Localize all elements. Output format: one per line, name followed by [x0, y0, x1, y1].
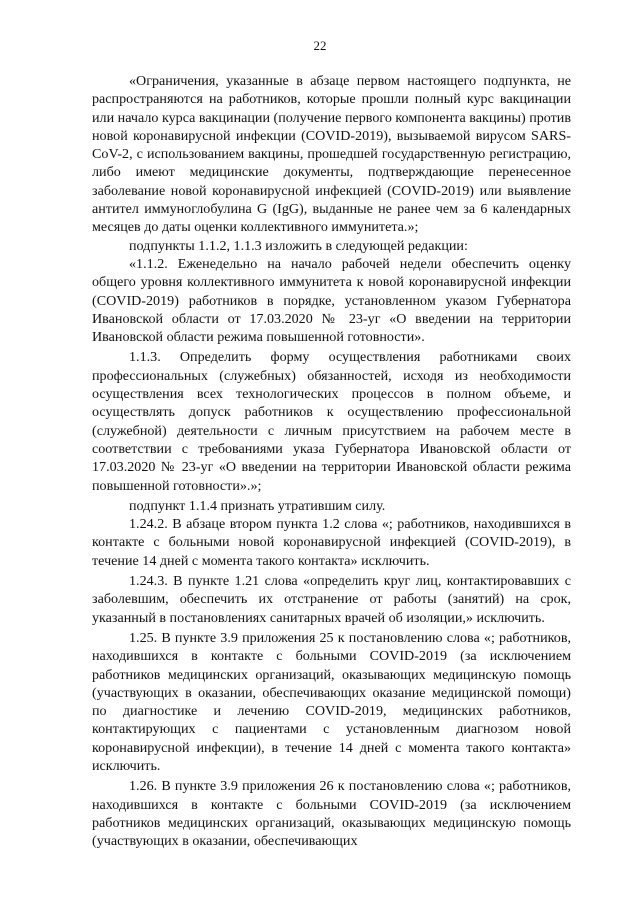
paragraph-1-1-2: «1.1.2. Еженедельно на начало рабочей недели обеспечить оценку общего уровня коллективного иммунитета к новой коронавирусной инфекции (COVID-2019) работников в порядке, установленном указом Губернатора Ивановской области от 17.03.2020 № 23-уг «О введении на территории Ивановской области режима повышенной готовности».	[92, 255, 571, 346]
paragraph-1-1-3: 1.1.3. Определить форму осуществления работниками своих профессиональных (служебных) обязанностей, исходя из необходимости осуществления всех технологических процессов в полном объеме, и осуществлять допуск работников к осуществлению профессиональной (служебной) деятельности с личным присутствием на рабочем месте в соответствии с требованиями указа Губернатора Ивановской области от 17.03.2020 № 23-уг «О введении на территории Ивановской области режима повышенной готовности».»;	[92, 349, 571, 494]
paragraph-1-25: 1.25. В пункте 3.9 приложения 25 к постановлению слова «; работников, находившихся в контакте с больными COVID-2019 (за исключением работников медицинских организаций, оказывающих медицинскую помощь (участвующих в оказании, обеспечивающих оказание медицинской помощи) по диагностике и лечению COVID-2019, медицинских работников, контактирующих с пациентами с установленным диагнозом новой коронавирусной инфекции), в течение 14 дней с момента такого контакта» исключить.	[92, 629, 571, 774]
paragraph-1-24-3: 1.24.3. В пункте 1.21 слова «определить круг лиц, контактировавших с заболевшим, обеспечить их отстранение от работы (занятий) на срок, указанный в постановлениях санитарных врачей об изоляции,» исключить.	[92, 573, 571, 626]
paragraph-1-24-2: 1.24.2. В абзаце втором пункта 1.2 слова «; работников, находившихся в контакте с больными новой коронавирусной инфекцией (COVID-2019), в течение 14 дней с момента такого контакта» исключить.	[92, 516, 571, 569]
document-body	[92, 72, 571, 850]
paragraph-1-26: 1.26. В пункте 3.9 приложения 26 к постановлению слова «; работников, находившихся в контакте с больными COVID-2019 (за исключением работников медицинских организаций, оказывающих медицинскую помощь (участвующих в оказании, обеспечивающих	[92, 778, 571, 850]
paragraph-1-1-4-void: подпункт 1.1.4 признать утратившим силу.	[129, 497, 386, 514]
paragraph-subpoints-intro: подпункты 1.1.2, 1.1.3 изложить в следующей редакции:	[129, 237, 468, 254]
page-number: 22	[313, 38, 327, 53]
paragraph-vaccination-exception: «Ограничения, указанные в абзаце первом настоящего подпункта, не распространяются на работников, которые прошли полный курс вакцинации или начало курса вакцинации (получение первого компонента вакцины) против новой коронавирусной инфекции (COVID-2019), вызываемой вирусом SARS-CoV-2, с использованием вакцины, прошедшей государственную регистрацию, либо имеют медицинские документы, подтверждающие перенесенное заболевание новой коронавирусной инфекцией (COVID-2019) или выявление антител иммуноглобулина G (IgG), выданные не ранее чем за 6 календарных месяцев до даты оценки коллективного иммунитета.»;	[92, 73, 571, 236]
